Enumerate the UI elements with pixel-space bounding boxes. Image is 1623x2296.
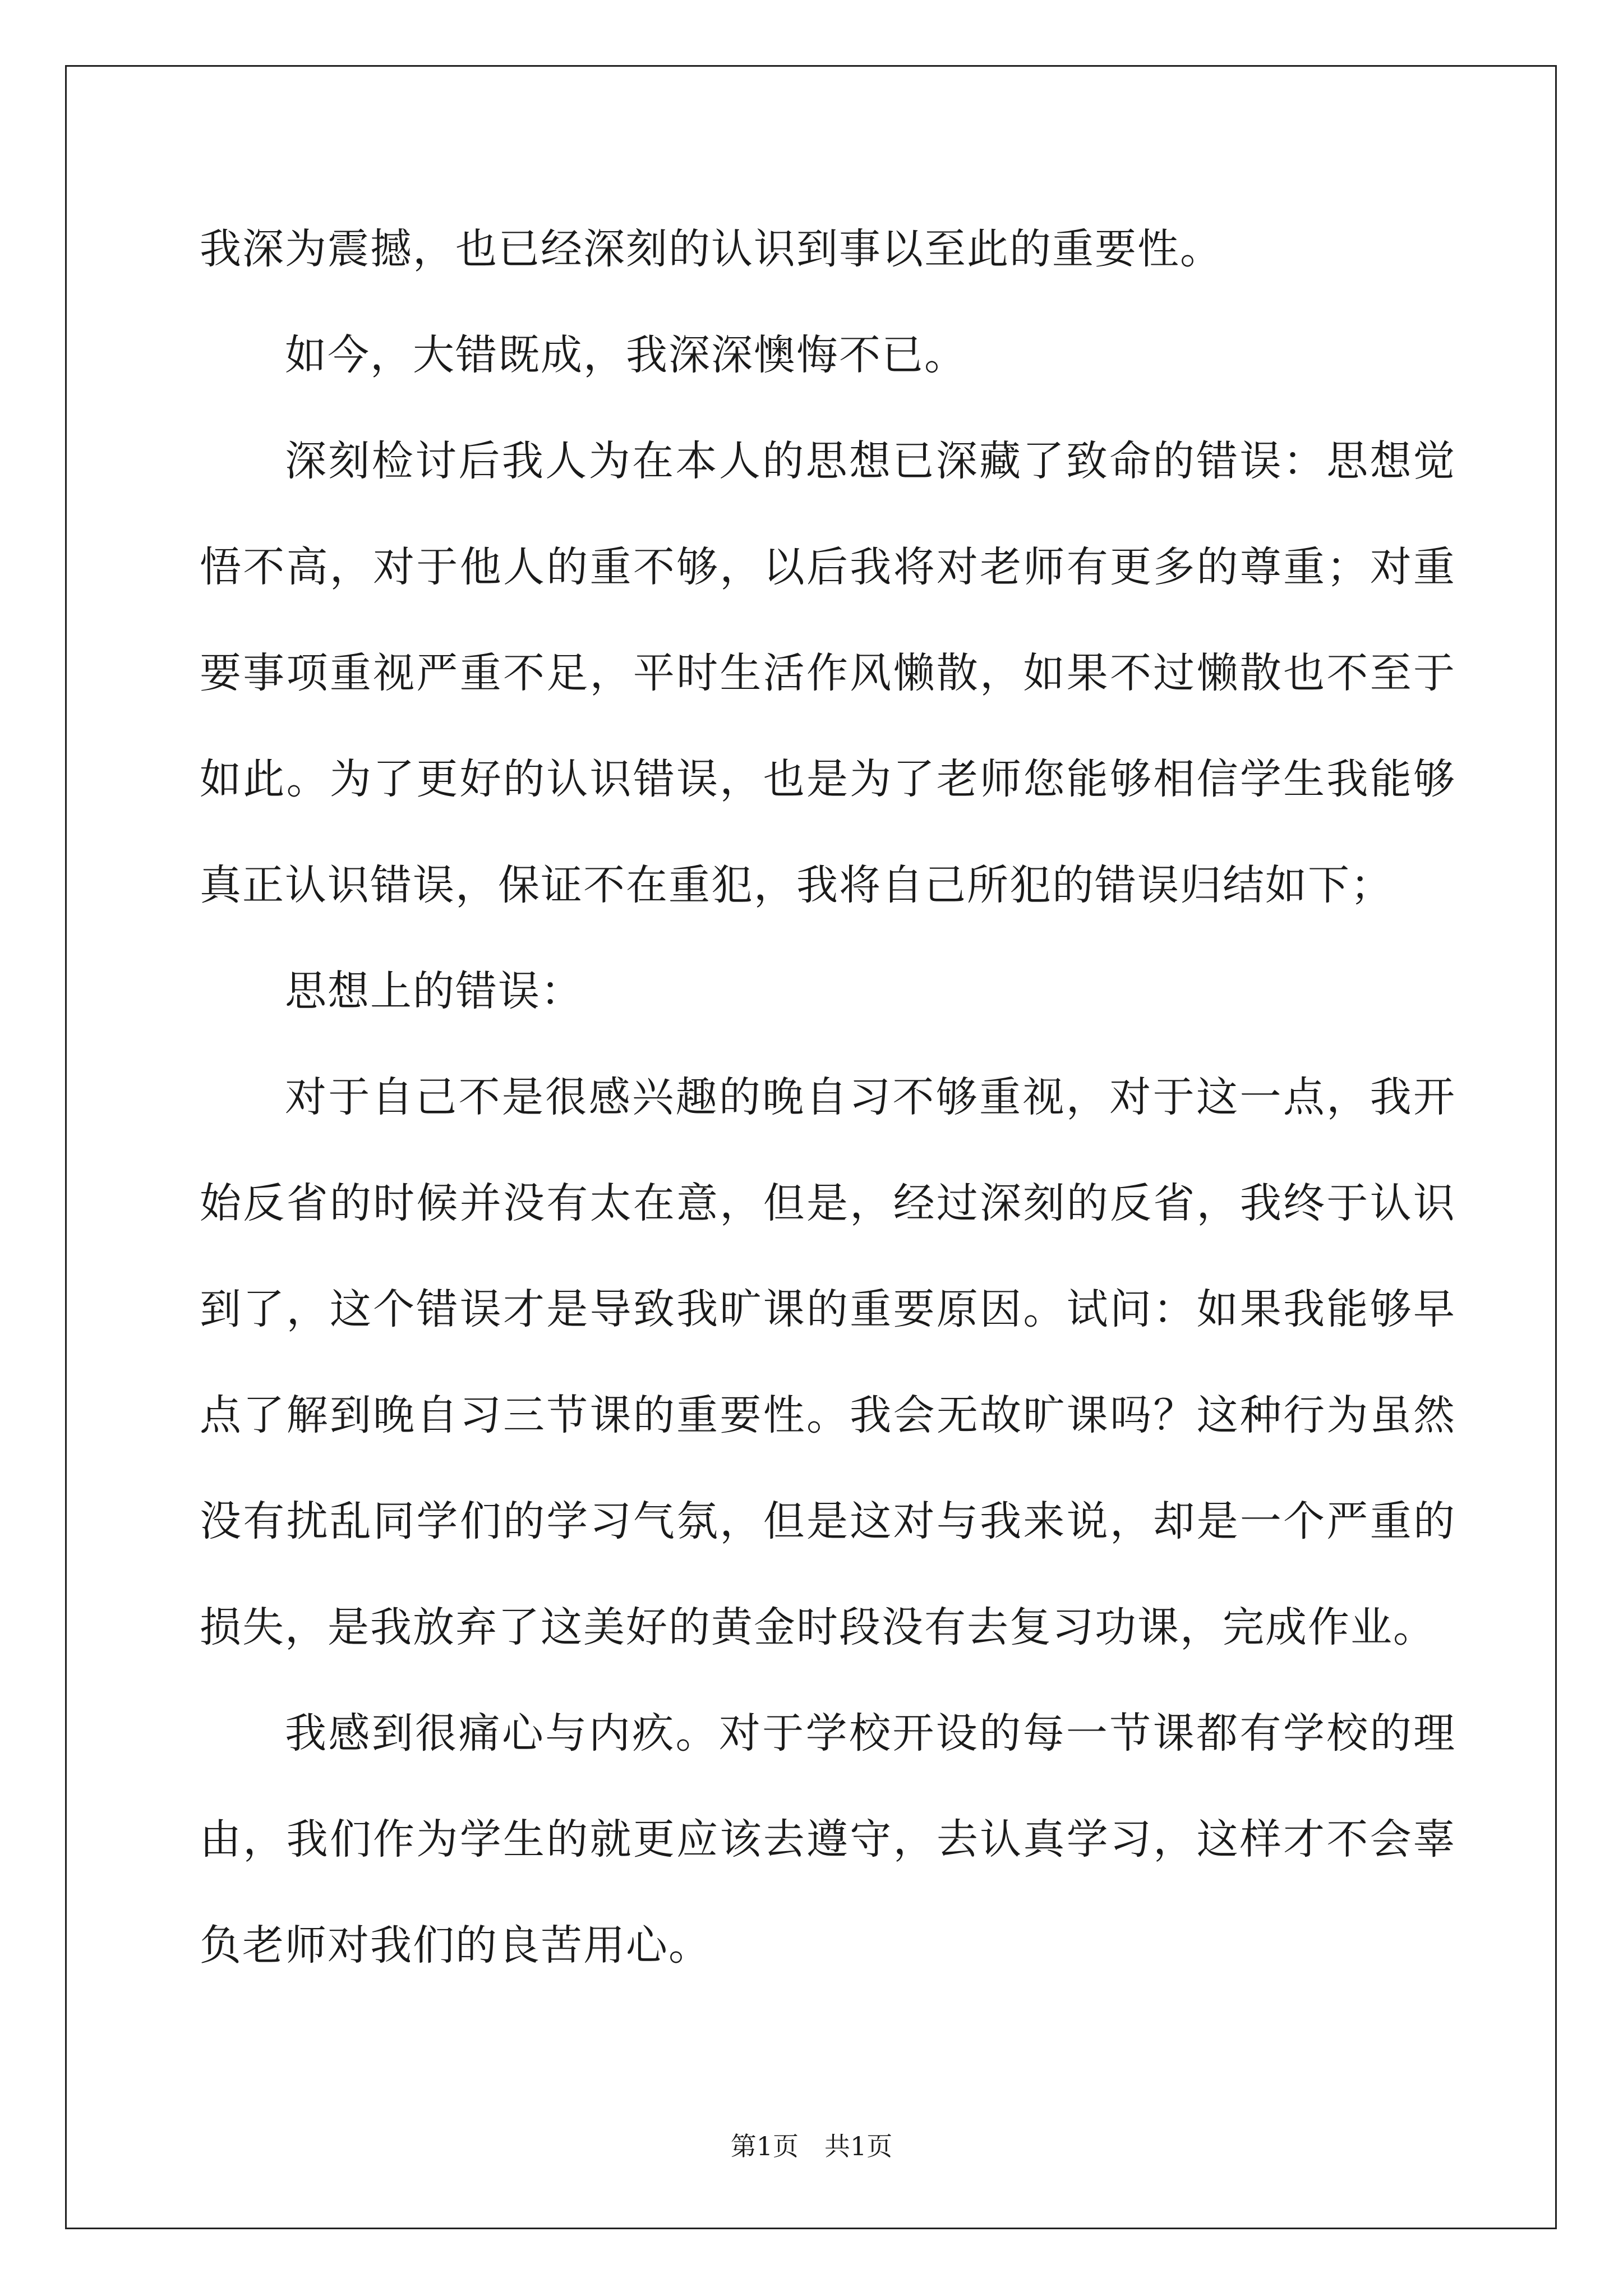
paragraph: 如今，大错既成，我深深懊悔不已。: [285, 331, 967, 379]
page-footer: [0, 2126, 1623, 2163]
paragraph: 对于自己不是很感兴趣的晚自习不够重视，对于这一点，我开始反省的时候并没有太在意，但是，经过深刻的反省，我终于认识到了，这个错误才是导致我旷课的重要原因。试问：如果我能够早点了解到晚自习三节课的重要性。我会无故旷课吗？这种行为虽然没有扰乱同学们的学习气氛，但是这对与我来说，却是一个严重的损失，是我放弃了这美好的黄金时段没有去复习功课，完成作业。: [200, 1073, 1456, 1651]
paragraph: 深刻检讨后我人为在本人的思想已深藏了致命的错误：思想觉悟不高，对于他人的重不够，以后我将对老师有更多的尊重；对重要事项重视严重不足，平时生活作风懒散，如果不过懒散也不至于如此。为了更好的认识错误，也是为了老师您能够相信学生我能够真正认识错误，保证不在重犯，我将自己所犯的错误归结如下；: [200, 437, 1456, 909]
document-body: [200, 196, 1456, 1999]
paragraph: 我深为震撼，也已经深刻的认识到事以至此的重要性。: [200, 225, 1223, 273]
page-total: 共1页: [824, 2131, 893, 2161]
page-number: 第1页: [730, 2131, 799, 2161]
paragraph: 我感到很痛心与内疚。对于学校开设的每一节课都有学校的理由，我们作为学生的就更应该去遵守，去认真学习，这样才不会辜负老师对我们的良苦用心。: [200, 1709, 1456, 1970]
paragraph: 思想上的错误：: [285, 967, 583, 1015]
